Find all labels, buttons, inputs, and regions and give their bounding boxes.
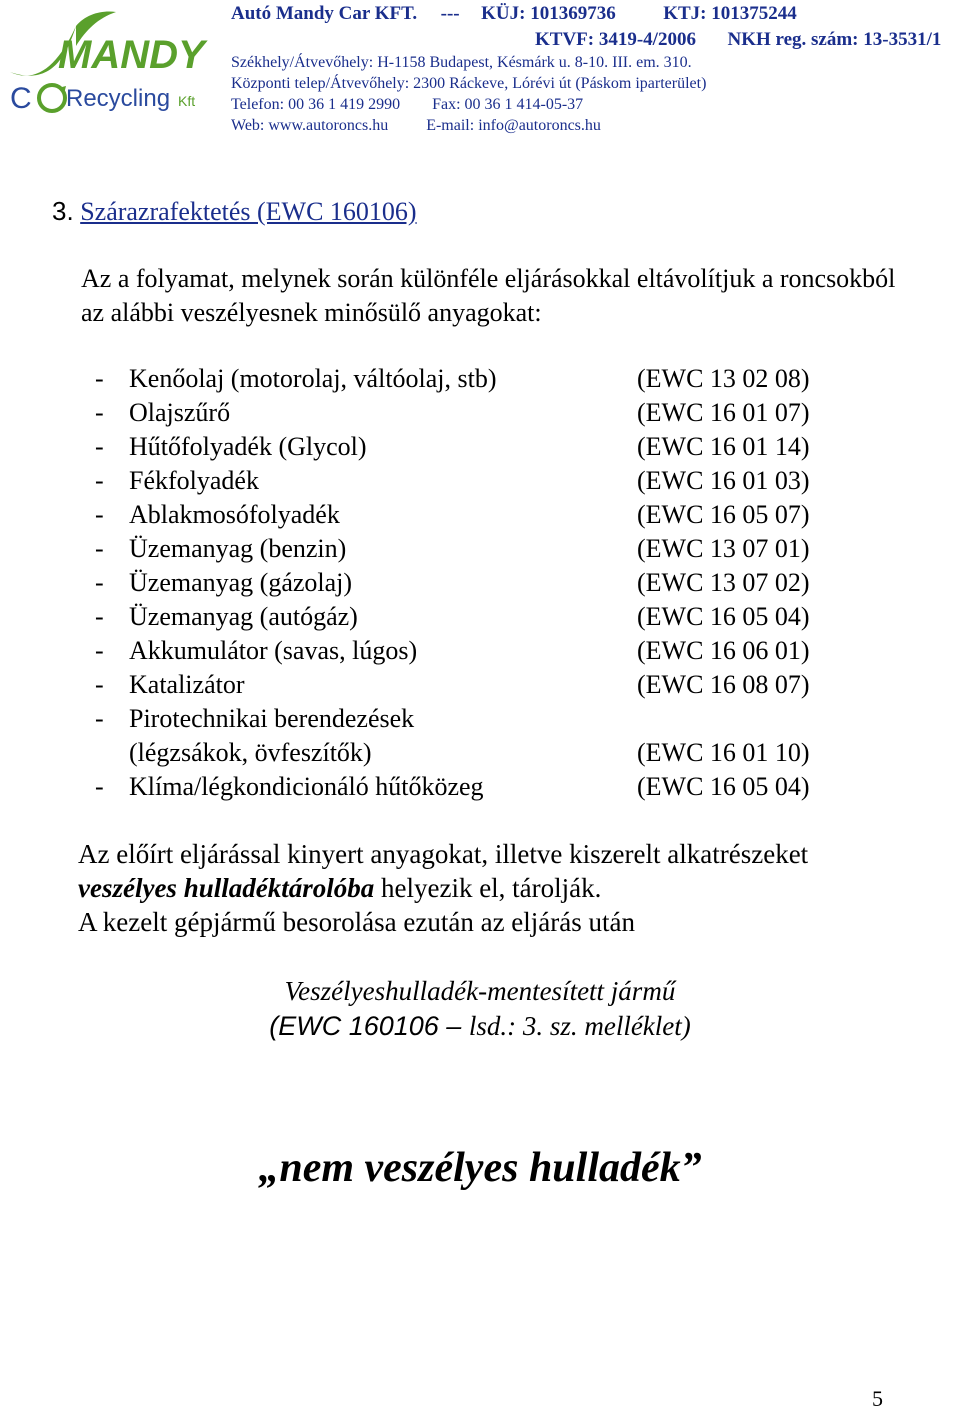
logo-word-kft: Kft bbox=[178, 93, 196, 109]
list-item-name: Üzemanyag (gázolaj) bbox=[129, 568, 353, 597]
list-item-dash: - bbox=[95, 602, 104, 631]
ktvf-number: KTVF: 3419-4/2006 bbox=[535, 29, 696, 50]
list-item-code: (EWC 16 05 04) bbox=[637, 772, 810, 801]
logo-word-mandy: MANDY bbox=[58, 33, 205, 77]
section-heading bbox=[52, 196, 417, 227]
web-label: Web: bbox=[231, 117, 265, 134]
list-item-code: (EWC 13 02 08) bbox=[637, 364, 810, 393]
email-link[interactable]: info@autoroncs.hu bbox=[478, 117, 601, 134]
header-separator: --- bbox=[440, 3, 460, 24]
phone-number: Telefon: 00 36 1 419 2990 bbox=[231, 96, 401, 113]
list-item bbox=[95, 464, 895, 498]
list-item-name: Fékfolyadék bbox=[129, 466, 259, 495]
list-item-code: (EWC 16 06 01) bbox=[637, 636, 810, 665]
list-item bbox=[95, 770, 895, 804]
status-reference: lsd.: 3. sz. melléklet) bbox=[468, 1011, 691, 1041]
list-item-dash: - bbox=[95, 364, 104, 393]
list-item-code: (EWC 13 07 01) bbox=[637, 534, 810, 563]
list-item-name: Katalizátor bbox=[129, 670, 245, 699]
status-line-1: Veszélyeshulladék-mentesített jármű bbox=[284, 976, 676, 1006]
list-item bbox=[95, 532, 895, 566]
web-link[interactable]: www.autoroncs.hu bbox=[268, 117, 389, 134]
list-item bbox=[95, 736, 895, 770]
header-contact-web bbox=[231, 117, 601, 135]
header-line-registration bbox=[535, 29, 941, 51]
logo-word-recycling: Recycling bbox=[66, 85, 171, 112]
section-title: Szárazrafektetés (EWC 160106) bbox=[80, 197, 417, 226]
paragraph-line-2 bbox=[78, 871, 938, 905]
final-classification: „nem veszélyes hulladék” bbox=[258, 1145, 702, 1191]
list-item-name: Üzemanyag (autógáz) bbox=[129, 602, 358, 631]
hazardous-materials-list bbox=[95, 362, 895, 804]
list-item-dash: - bbox=[95, 772, 104, 801]
list-item bbox=[95, 362, 895, 396]
header-contact-phone bbox=[231, 96, 583, 114]
fax-number: Fax: 00 36 1 414-05-37 bbox=[432, 96, 584, 113]
list-item bbox=[95, 634, 895, 668]
nkh-number: NKH reg. szám: 13-3531/1 bbox=[727, 29, 942, 50]
intro-paragraph: Az a folyamat, melynek során különféle eljárásokkal eltávolítjuk a roncsokból az alábbi veszélyesnek minősülő anyagokat: bbox=[81, 264, 896, 327]
list-item-dash: - bbox=[95, 398, 104, 427]
kuj-number: KÜJ: 101369736 bbox=[481, 3, 616, 24]
email-label: E-mail: bbox=[426, 117, 475, 134]
list-item-code: (EWC 16 08 07) bbox=[637, 670, 810, 699]
list-item-name: Ablakmosófolyadék bbox=[129, 500, 340, 529]
status-code: (EWC 160106 – bbox=[269, 1011, 469, 1041]
company-logo bbox=[6, 6, 228, 118]
list-item-name: Akkumulátor (savas, lúgos) bbox=[129, 636, 418, 665]
list-item bbox=[95, 668, 895, 702]
list-item bbox=[95, 600, 895, 634]
list-item bbox=[95, 702, 895, 736]
status-line-2 bbox=[0, 1008, 960, 1044]
list-item-dash: - bbox=[95, 636, 104, 665]
page-number: 5 bbox=[872, 1386, 883, 1411]
list-item-dash: - bbox=[95, 568, 104, 597]
paragraph-line-2-rest: helyezik el, tárolják. bbox=[374, 873, 602, 903]
list-item-name: Kenőolaj (motorolaj, váltóolaj, stb) bbox=[129, 364, 497, 393]
list-item-dash: - bbox=[95, 500, 104, 529]
list-item-code: (EWC 16 01 03) bbox=[637, 466, 810, 495]
list-item-name: Olajszűrő bbox=[129, 398, 231, 427]
list-item bbox=[95, 430, 895, 464]
list-item-dash: - bbox=[95, 704, 104, 733]
list-item-name: Hűtőfolyadék (Glycol) bbox=[129, 432, 367, 461]
list-item-code: (EWC 16 01 14) bbox=[637, 432, 810, 461]
list-item-code: (EWC 13 07 02) bbox=[637, 568, 810, 597]
company-name: Autó Mandy Car KFT. bbox=[231, 3, 418, 24]
list-item-dash: - bbox=[95, 670, 104, 699]
list-item-dash: - bbox=[95, 432, 104, 461]
list-item-name: Klíma/légkondicionáló hűtőközeg bbox=[129, 772, 484, 801]
paragraph-line-1: Az előírt eljárással kinyert anyagokat, illetve kiszerelt alkatrészeket bbox=[78, 839, 809, 869]
list-item-dash: - bbox=[95, 466, 104, 495]
list-item-name: (légzsákok, övfeszítők) bbox=[129, 738, 372, 767]
list-item bbox=[95, 498, 895, 532]
list-item-code: (EWC 16 05 07) bbox=[637, 500, 810, 529]
list-item bbox=[95, 396, 895, 430]
paragraph-line-3: A kezelt gépjármű besorolása ezután az eljárás után bbox=[78, 907, 635, 937]
list-item-name: Üzemanyag (benzin) bbox=[129, 534, 347, 563]
header-seat-address: Székhely/Átvevőhely: H-1158 Budapest, Késmárk u. 8-10. III. em. 310. bbox=[231, 54, 692, 71]
list-item-code: (EWC 16 05 04) bbox=[637, 602, 810, 631]
ktj-number: KTJ: 101375244 bbox=[663, 3, 797, 24]
logo-word-c: C bbox=[10, 82, 32, 115]
list-item-name: Pirotechnikai berendezések bbox=[129, 704, 415, 733]
header-central-address: Központi telep/Átvevőhely: 2300 Ráckeve, Lórévi út (Páskom iparterület) bbox=[231, 75, 707, 92]
list-item bbox=[95, 566, 895, 600]
list-item-code: (EWC 16 01 07) bbox=[637, 398, 810, 427]
header-line-company bbox=[231, 3, 797, 25]
emphasis-storage: veszélyes hulladéktárolóba bbox=[78, 873, 375, 903]
list-item-code: (EWC 16 01 10) bbox=[637, 738, 810, 767]
section-number: 3. bbox=[52, 196, 74, 226]
list-item-dash: - bbox=[95, 534, 104, 563]
